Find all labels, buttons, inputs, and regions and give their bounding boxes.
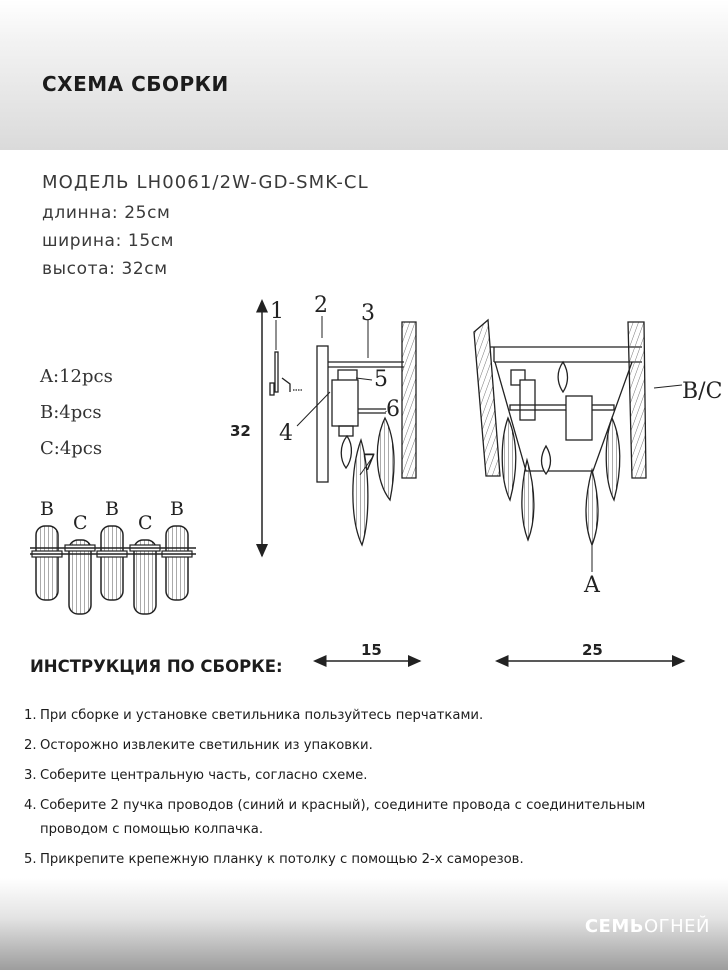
callout-a: A — [584, 573, 600, 598]
instructions-title: ИНСТРУКЦИЯ ПО СБОРКЕ: — [30, 657, 283, 676]
crystal-b-1 — [32, 526, 62, 600]
crystal-c-1 — [65, 540, 95, 614]
brand-light: ОГНЕЙ — [643, 916, 710, 937]
parts-count-a: A:12pcs — [40, 366, 113, 387]
callout-4: 4 — [279, 421, 293, 446]
step-number: 3. — [24, 768, 37, 783]
crystal-c-2 — [130, 540, 160, 614]
step-text: Соберите 2 пучка проводов (синий и красный), соедините провода с соединительным проводом с помощью колпачка. — [40, 798, 646, 837]
depth-dimension-label: 15 — [361, 641, 382, 659]
callout-bc: B/C — [682, 379, 723, 404]
crystal-label-b1: B — [40, 498, 54, 520]
instruction-step — [24, 734, 714, 758]
brand-logo — [585, 916, 710, 937]
instruction-step — [24, 848, 714, 872]
height-spec: высота: 32см — [42, 259, 168, 279]
callout-5: 5 — [374, 367, 388, 392]
crystal-label-b3: B — [170, 498, 184, 520]
instructions-list — [24, 704, 714, 902]
page-title: СХЕМА СБОРКИ — [42, 72, 229, 96]
step-number: 2. — [24, 738, 37, 753]
instruction-step — [24, 704, 714, 728]
crystal-label-b2: B — [105, 498, 119, 520]
crystal-b-3 — [162, 526, 192, 600]
callout-3: 3 — [361, 301, 375, 326]
brand-bold: СЕМЬ — [584, 916, 644, 937]
step-text: Соберите центральную часть, согласно схеме. — [40, 768, 368, 783]
parts-count-b: B:4pcs — [40, 402, 102, 423]
step-number: 1. — [24, 708, 37, 723]
step-number: 4. — [24, 798, 37, 813]
crystal-label-c2: C — [138, 512, 153, 534]
crystal-b-2 — [97, 526, 127, 600]
callout-6: 6 — [386, 397, 400, 422]
instruction-step — [24, 764, 714, 788]
callout-2: 2 — [314, 293, 328, 318]
model-line: МОДЕЛЬ LH0061/2W-GD-SMK-CL — [42, 172, 369, 193]
crystal-parts-illustration — [30, 526, 196, 614]
callout-1: 1 — [270, 299, 284, 324]
width-dimension-label: 25 — [582, 641, 603, 659]
step-text: Прикрепите крепежную планку к потолку с помощью 2-х саморезов. — [40, 852, 524, 867]
front-view-drawing — [474, 320, 646, 545]
crystal-label-c1: C — [73, 512, 88, 534]
width-spec: ширина: 15см — [42, 231, 175, 251]
callout-7: 7 — [362, 451, 376, 476]
instruction-step — [24, 794, 714, 842]
length-spec: длинна: 25см — [42, 203, 171, 223]
step-text: Осторожно извлеките светильник из упаковки. — [40, 738, 373, 753]
step-number: 5. — [24, 852, 37, 867]
parts-count-c: C:4pcs — [40, 438, 103, 459]
step-text: При сборке и установке светильника пользуйтесь перчатками. — [40, 708, 484, 723]
height-dimension-label: 32 — [230, 422, 251, 440]
